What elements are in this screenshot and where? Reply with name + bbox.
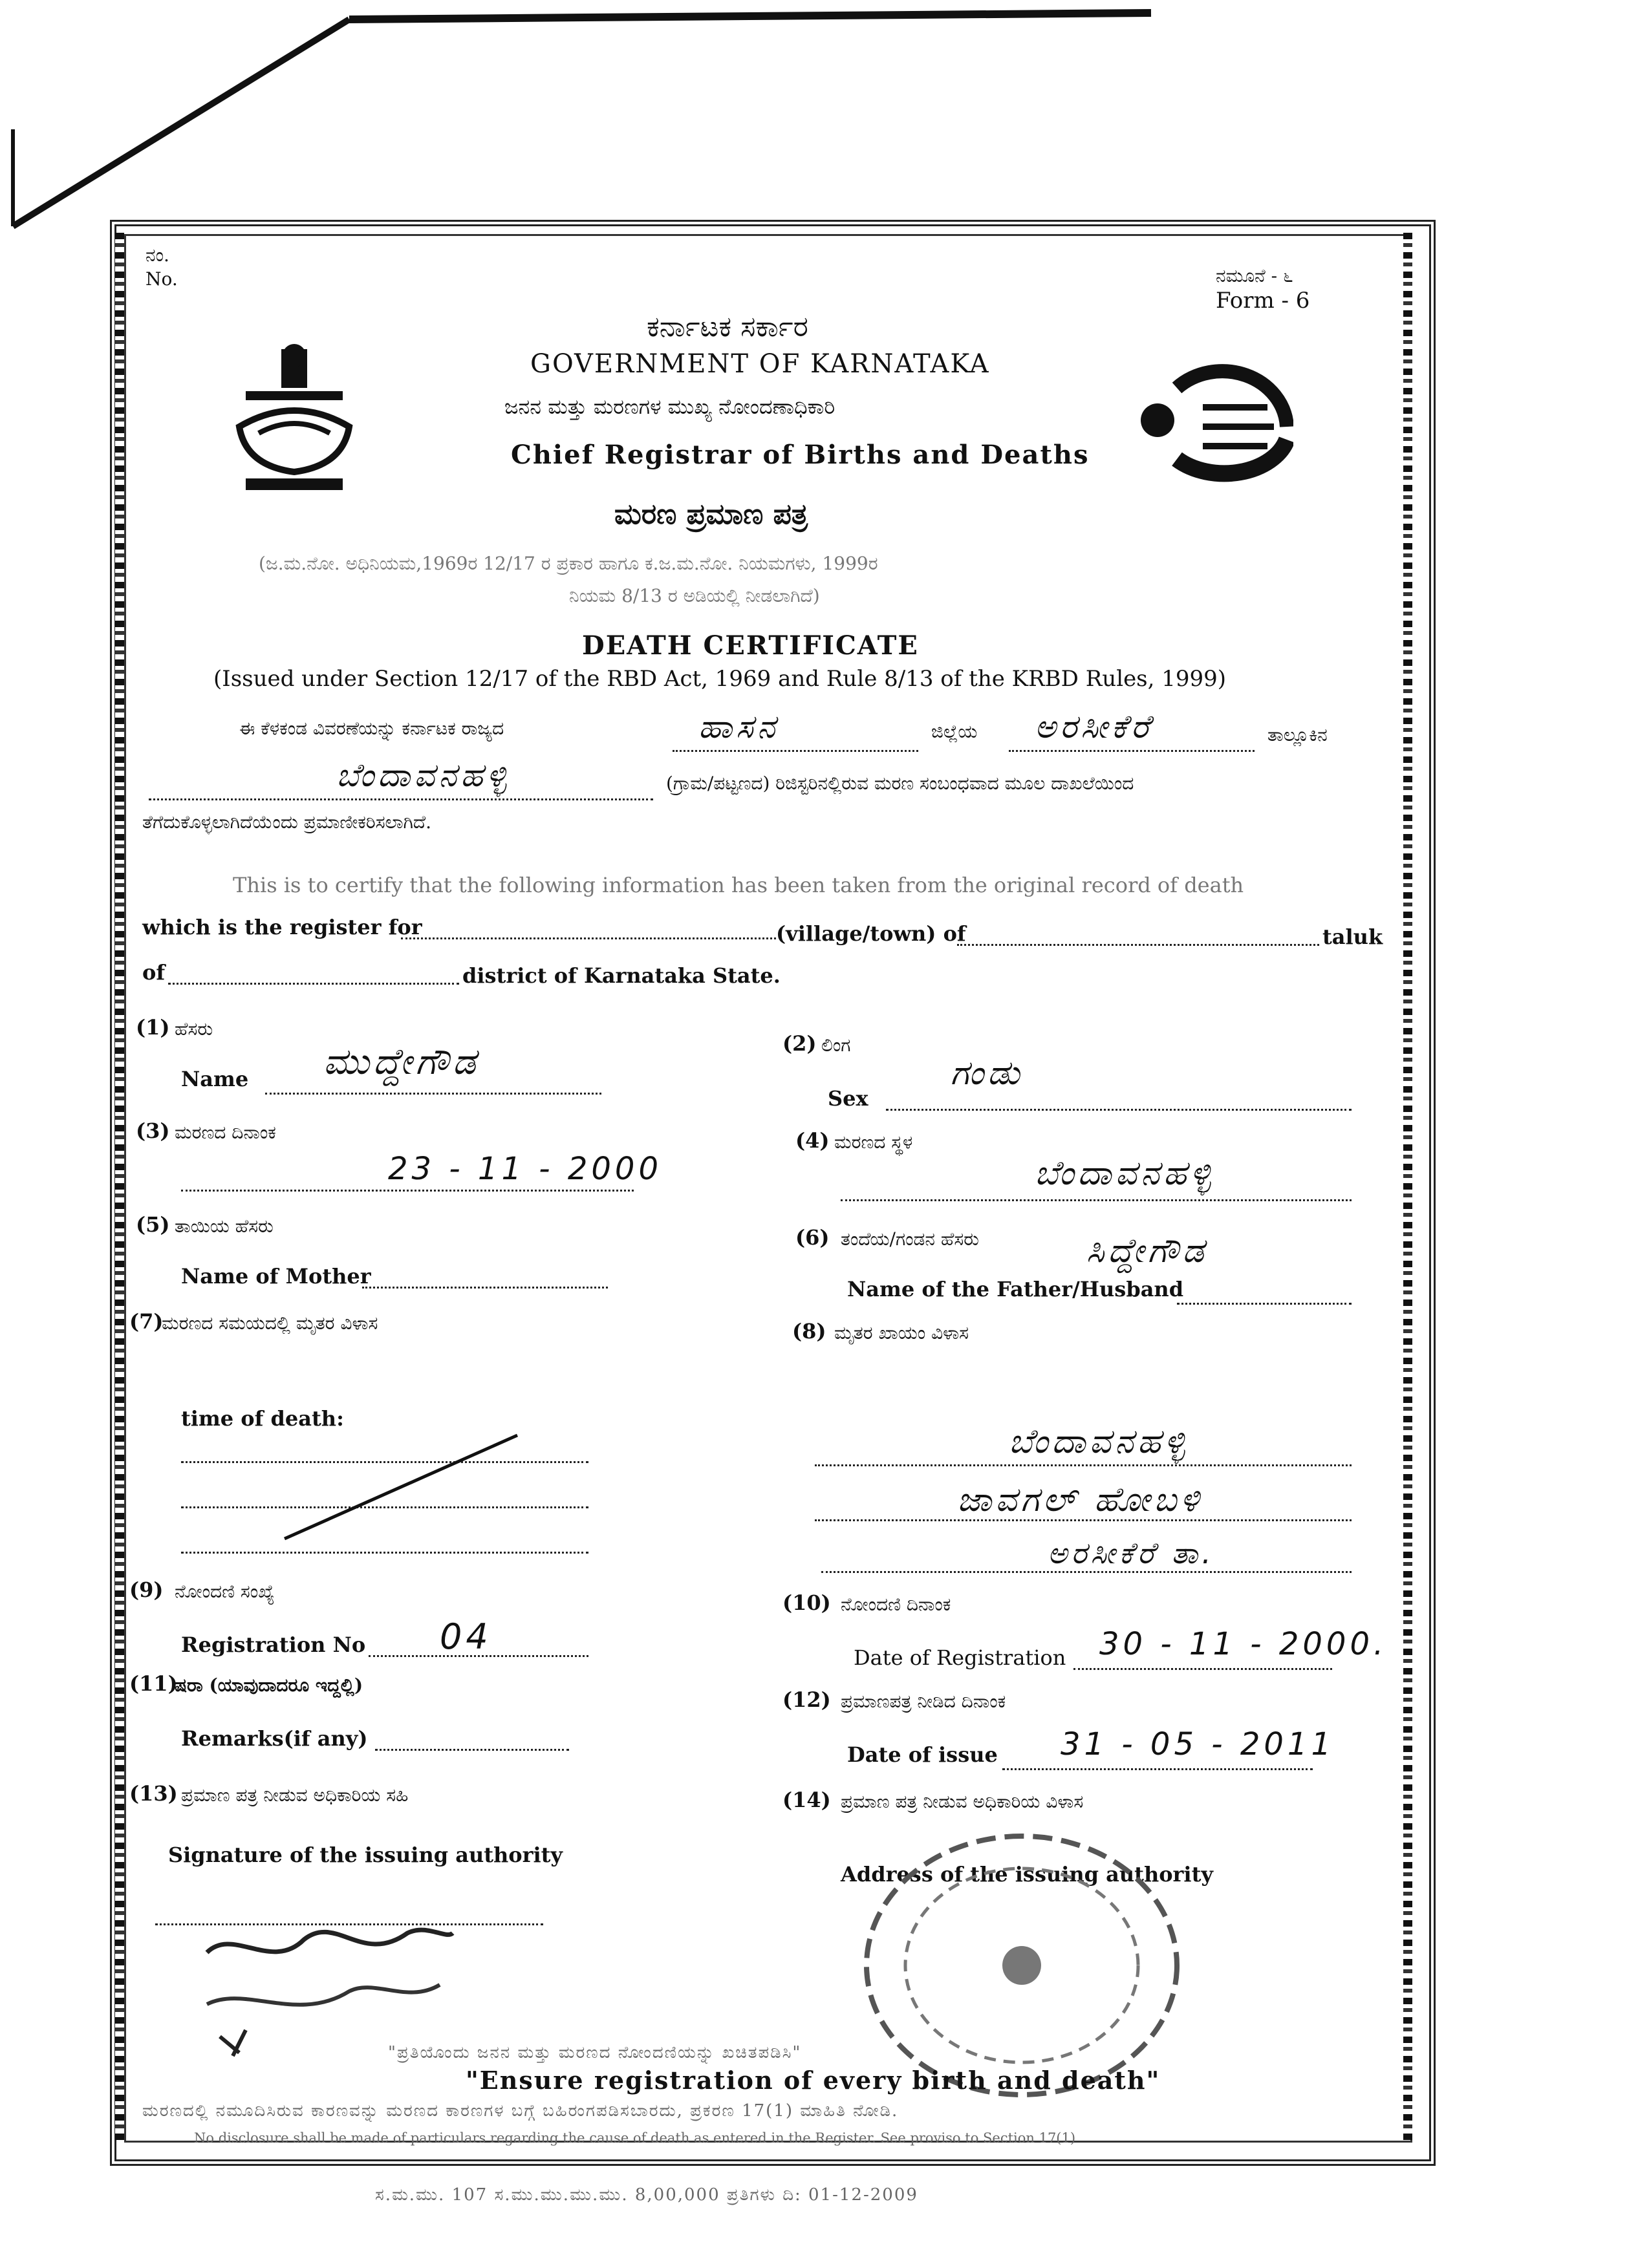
permanent-address-dotted-2 <box>815 1519 1352 1521</box>
field-14-number: (14) <box>782 1788 831 1812</box>
registrar-title-kn: ಜನನ ಮತ್ತು ಮರಣಗಳ ಮುಖ್ಯ ನೋಂದಣಾಧಿಕಾರಿ <box>504 394 835 419</box>
serial-no-kn: ನಂ. <box>146 244 169 266</box>
registration-logo-icon <box>1138 362 1293 498</box>
field-11-number: (11) <box>129 1671 178 1696</box>
field-5-label-kn: ತಾಯಿಯ ಹೆಸರು <box>175 1215 274 1237</box>
field-8-label-kn: ಮೃತರ ಖಾಯಂ ವಿಳಾಸ <box>834 1322 969 1343</box>
field-9-number: (9) <box>129 1578 164 1602</box>
field-13-label-kn: ಪ್ರಮಾಣ ಪತ್ರ ನೀಡುವ ಅಧಿಕಾರಿಯ ಸಹಿ <box>181 1784 409 1806</box>
date-of-issue: 31 - 05 - 2011 <box>1061 1726 1335 1762</box>
intro-register-for: which is the register for <box>142 915 422 939</box>
district-of-dotted-line <box>168 983 459 985</box>
intro-kn-prefix: ಈ ಕೆಳಕಂಡ ವಿವರಣೆಯನ್ನು ಕರ್ನಾಟಕ ರಾಜ್ಯದ <box>239 718 504 739</box>
field-3-label-kn: ಮರಣದ ದಿನಾಂಕ <box>175 1122 276 1143</box>
intro-kn-line2: (ಗ್ರಾಮ/ಪಟ್ಟಣದ) ರಿಜಿಸ್ಟರಿನಲ್ಲಿರುವ ಮರಣ ಸಂಬಂಧವಾದ ಮೂಲ ದಾಖಲೆಯಿಂದ <box>666 773 1134 794</box>
permanent-address-dotted-1 <box>815 1464 1352 1466</box>
field-7-label-kn: ಮರಣದ ಸಮಯದಲ್ಲಿ ಮೃತರ ವಿಳಾಸ <box>162 1312 378 1334</box>
official-seal-stamp <box>854 1823 1190 2108</box>
date-of-registration: 30 - 11 - 2000. <box>1099 1626 1388 1662</box>
field-12-number: (12) <box>782 1687 831 1712</box>
field-1-number: (1) <box>136 1015 170 1040</box>
field-13-number: (13) <box>129 1781 178 1806</box>
strike-through-mark <box>272 1429 530 1545</box>
date-of-issue-dotted-line <box>1002 1768 1313 1770</box>
permanent-address-line-1: ಬೆಂದಾವನಹಳ್ಳಿ <box>1009 1422 1189 1461</box>
form-number-kn: ನಮೂನೆ - ೬ <box>1216 265 1293 286</box>
registration-number: 04 <box>440 1616 492 1657</box>
field-3-number: (3) <box>136 1118 170 1143</box>
father-name: ಸಿದ್ದೇಗೌಡ <box>1086 1232 1208 1270</box>
field-10-label: Date of Registration <box>854 1645 1066 1670</box>
district-handwritten: ಹಾಸನ <box>698 708 779 745</box>
karnataka-emblem-icon <box>220 343 369 498</box>
village-handwritten: ಬೆಂದಾವನಹಳ್ಳಿ <box>336 756 511 794</box>
field-9-label-kn: ನೋಂದಣಿ ಸಂಖ್ಯೆ <box>175 1581 275 1602</box>
field-13-label: Signature of the issuing authority <box>168 1843 563 1867</box>
certificate-title: DEATH CERTIFICATE <box>582 630 919 661</box>
footer-slogan-kn: "ಪ್ರತಿಯೊಂದು ಜನನ ಮತ್ತು ಮರಣದ ನೋಂದಣಿಯನ್ನು ಖಚಿತಪಡಿಸಿ" <box>388 2043 802 2062</box>
field-12-label-kn: ಪ್ರಮಾಣಪತ್ರ ನೀಡಿದ ದಿನಾಂಕ <box>841 1691 1006 1712</box>
serial-no-label: No. <box>146 268 178 290</box>
field-5-label: Name of Mother <box>181 1264 371 1289</box>
field-1-label-kn: ಹೆಸರು <box>175 1018 213 1040</box>
field-5-number: (5) <box>136 1212 170 1237</box>
footer-note-kn: ಮರಣದಲ್ಲಿ ನಮೂದಿಸಿರುವ ಕಾರಣವನ್ನು ಮರಣದ ಕಾರಣಗಳ ಬಗ್ಗೆ ಬಹಿರಂಗಪಡಿಸಬಾರದು, ಪ್ರಕರಣ 17(1) ಮಾಹಿತಿ ನೋಡಿ. <box>142 2101 899 2121</box>
father-name-dotted-line <box>1177 1303 1352 1305</box>
govt-title-kn: ಕರ್ನಾಟಕ ಸರ್ಕಾರ <box>647 310 808 343</box>
footer-disclosure-note: No disclosure shall be made of particulars regarding the cause of death as entered in the Register. See proviso to Section 17(1) <box>194 2130 1076 2146</box>
taluk-dotted-line <box>1009 750 1255 752</box>
taluk-handwritten: ಅರಸೀಕೆರೆ <box>1035 708 1154 745</box>
form-number: Form - 6 <box>1216 288 1310 314</box>
field-2-label: Sex <box>828 1086 868 1111</box>
intro-village-town: (village/town) of <box>776 921 966 946</box>
left-border-stripe <box>115 233 124 2140</box>
field-6-number: (6) <box>795 1225 830 1250</box>
permanent-address-dotted-3 <box>821 1571 1352 1573</box>
date-of-registration-dotted-line <box>1073 1668 1332 1670</box>
field-8-number: (8) <box>792 1319 826 1343</box>
mother-name-dotted-line <box>362 1287 608 1289</box>
intro-of: of <box>142 960 166 985</box>
certificate-title-kn: ಮರಣ ಪ್ರಮಾಣ ಪತ್ರ <box>614 498 808 531</box>
field-7-number: (7) <box>129 1309 164 1334</box>
field-10-label-kn: ನೋಂದಣಿ ದಿನಾಂಕ <box>841 1594 951 1615</box>
death-address-line-3 <box>181 1552 588 1554</box>
place-of-death-dotted-line <box>841 1199 1352 1201</box>
field-1-label: Name <box>181 1067 249 1091</box>
permanent-address-line-3: ಅರಸೀಕೆರೆ ತಾ. <box>1048 1535 1215 1570</box>
field-12-label: Date of issue <box>847 1742 998 1767</box>
field-14-label: Address of the issuing authority <box>841 1862 1213 1887</box>
footer-slogan: "Ensure registration of every birth and death" <box>466 2066 1161 2095</box>
registrar-title: Chief Registrar of Births and Deaths <box>511 440 1090 470</box>
village-dotted-line <box>149 798 653 800</box>
field-6-label: Name of the Father/Husband <box>847 1277 1184 1301</box>
act-reference-kn-2: ನಿಯಮ 8/13 ರ ಅಡಿಯಲ್ಲಿ ನೀಡಲಾಗಿದೆ) <box>569 585 820 606</box>
intro-kn-line3: ತೆಗೆದುಕೊಳ್ಳಲಾಗಿದೆಯೆಂದು ಪ್ರಮಾಣೀಕರಿಸಲಾಗಿದೆ. <box>142 811 432 833</box>
village-town-dotted-line <box>957 944 1319 946</box>
intro-taluk: taluk <box>1322 925 1383 949</box>
date-of-death: 23 - 11 - 2000 <box>388 1151 662 1187</box>
field-6-label-kn: ತಂದೆಯ/ಗಂಡನ ಹೆಸರು <box>841 1228 979 1250</box>
field-4-number: (4) <box>795 1128 830 1153</box>
field-7-label: time of death: <box>181 1406 344 1431</box>
place-of-death: ಬೆಂದಾವನಹಳ್ಳಿ <box>1035 1154 1215 1193</box>
scan-fold-mark <box>0 0 1164 272</box>
date-of-death-dotted-line <box>181 1190 634 1192</box>
govt-title: GOVERNMENT OF KARNATAKA <box>530 349 990 379</box>
field-14-label-kn: ಪ್ರಮಾಣ ಪತ್ರ ನೀಡುವ ಅಧಿಕಾರಿಯ ವಿಳಾಸ <box>841 1791 1084 1812</box>
field-4-label-kn: ಮರಣದ ಸ್ಥಳ <box>834 1131 913 1153</box>
intro-district-state: district of Karnataka State. <box>462 963 781 988</box>
deceased-sex: ಗಂಡು <box>951 1054 1024 1093</box>
print-line: ಸ.ಮ.ಮು. 107 ಸ.ಮು.ಮು.ಮು.ಮು. 8,00,000 ಪ್ರತಿಗಳು ದಿ: 01-12-2009 <box>375 2185 918 2205</box>
deceased-name: ಮುದ್ದೇಗೌಡ <box>323 1041 480 1083</box>
field-10-number: (10) <box>782 1590 831 1615</box>
permanent-address-line-2: ಜಾವಗಲ್ ಹೋಬಳಿ <box>957 1481 1203 1519</box>
field-2-label-kn: ಲಿಂಗ <box>821 1034 851 1056</box>
register-for-dotted-line <box>401 937 776 939</box>
right-border-stripe <box>1403 233 1412 2140</box>
act-reference-kn: (ಜ.ಮ.ನೋ. ಅಧಿನಿಯಮ,1969ರ 12/17 ರ ಪ್ರಕಾರ ಹಾಗೂ ಕ.ಜ.ಮ.ನೋ. ನಿಯಮಗಳು, 1999ರ <box>259 553 878 574</box>
field-9-label: Registration No <box>181 1632 366 1657</box>
sex-dotted-line <box>886 1109 1352 1111</box>
intro-certify-text: This is to certify that the following information has been taken from the original record of death <box>233 873 1244 897</box>
field-11-label: Remarks(if any) <box>181 1726 368 1751</box>
intro-kn-district-word: ಜಿಲ್ಲೆಯ <box>931 721 978 742</box>
authority-signature-mark <box>194 1914 466 2062</box>
intro-kn-taluk-word: ತಾಲ್ಲೂಕಿನ <box>1267 724 1328 745</box>
district-dotted-line <box>673 750 918 752</box>
field-2-number: (2) <box>782 1031 817 1056</box>
remarks-dotted-line <box>375 1749 569 1751</box>
name-dotted-line <box>265 1093 601 1095</box>
field-11-label-kn: ಷರಾ (ಯಾವುದಾದರೂ ಇದ್ದಲ್ಲಿ) <box>175 1674 363 1696</box>
issued-under-clause: (Issued under Section 12/17 of the RBD Act, 1969 and Rule 8/13 of the KRBD Rules, 1999) <box>213 666 1227 692</box>
